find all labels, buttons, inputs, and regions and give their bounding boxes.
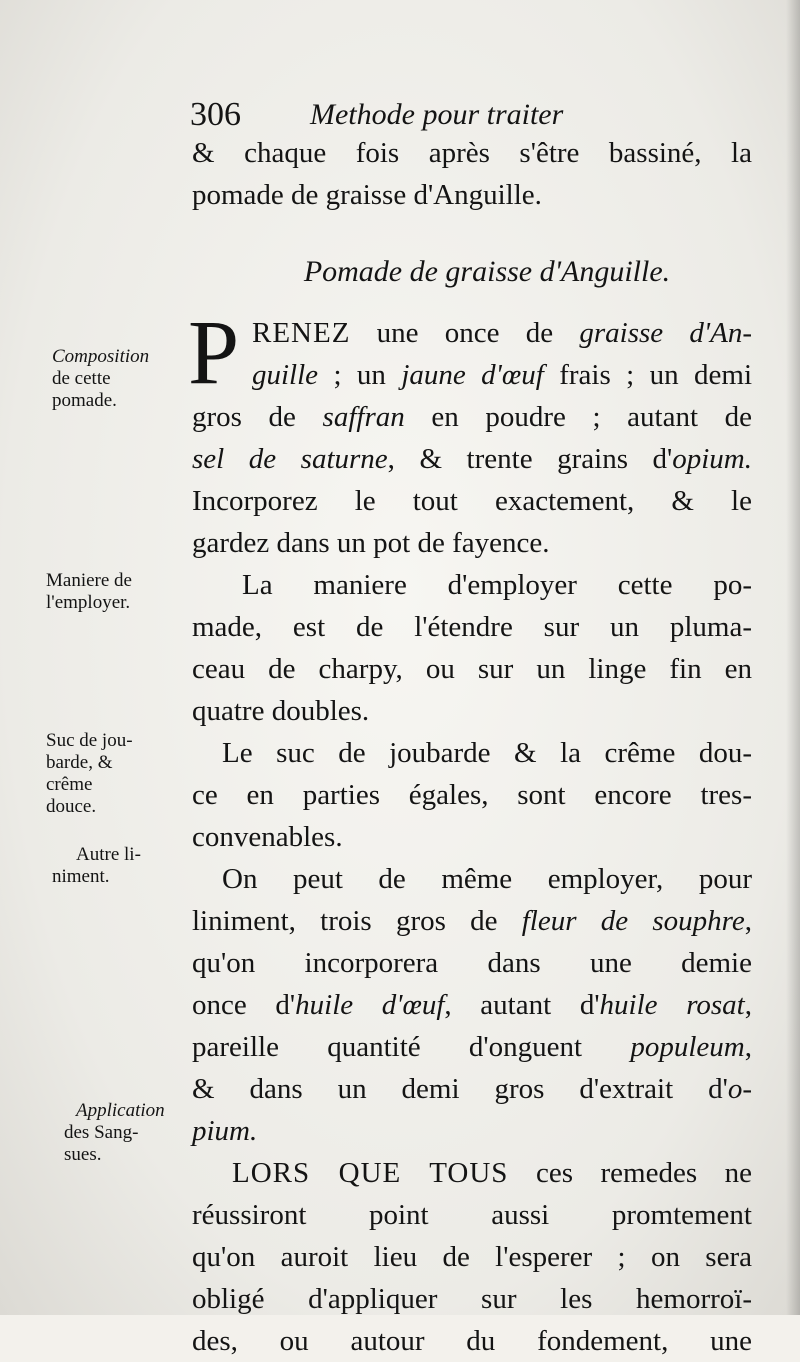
section-heading: Pomade de graisse d'Anguille. [303, 255, 671, 288]
text-line: pareille quantité d'onguent populeum, [192, 1031, 752, 1063]
text-line: La maniere d'employer cette po- [242, 569, 752, 601]
text-line: Le suc de joubarde & la crême dou- [222, 737, 752, 769]
margin-note-application: Application des Sang- sues. [64, 1100, 165, 1165]
page-edge-shadow [786, 0, 800, 1315]
employer-paragraph [192, 564, 752, 732]
text-line: réussiront point aussi promtement [192, 1199, 752, 1231]
text-line: guille ; un jaune d'œuf frais ; un demi [252, 359, 753, 391]
text-line: once d'huile d'œuf, autant d'huile rosat, [192, 989, 752, 1021]
text-line: des, ou autour du fondement, une [192, 1325, 752, 1357]
text-line: ceau de charpy, ou sur un linge fin en [192, 653, 752, 685]
text-line: gros de saffran en poudre ; autant de [192, 401, 752, 433]
text-line: gardez dans un pot de fayence. [192, 527, 550, 559]
text-line: obligé d'appliquer sur les hemorroï- [192, 1283, 752, 1315]
text-line: Incorporez le tout exactement, & le [192, 485, 752, 517]
text-line: quatre doubles. [192, 695, 370, 727]
composition-paragraph [188, 301, 753, 564]
text-line: convenables. [192, 821, 343, 853]
margin-note-suc: Suc de jou- barde, & crême douce. [46, 730, 133, 817]
text-line: pomade de graisse d'Anguille. [192, 179, 542, 211]
text-line: LORS QUE TOUS ces remedes ne [232, 1157, 752, 1189]
text-line: sel de saturne, & trente grains d'opium. [192, 443, 752, 475]
text-line: pium. [192, 1115, 258, 1147]
body-text [188, 132, 753, 1362]
margin-note-autre: Autre li- niment. [52, 844, 141, 887]
sangsues-paragraph [192, 1152, 752, 1362]
text-line: RENEZ une once de graisse d'An- [252, 317, 752, 349]
text-line: made, est de l'étendre sur un pluma- [192, 611, 752, 643]
margin-note-maniere: Maniere de l'employer. [46, 570, 132, 613]
margin-note-composition: Composition de cette pomade. [52, 346, 150, 411]
text-line: ce en parties égales, sont encore tres- [192, 779, 752, 811]
liniment-paragraph [192, 858, 752, 1152]
text-line: & chaque fois après s'être bassiné, la [192, 137, 752, 169]
running-head: Methode pour traiter [310, 98, 564, 131]
text-line: liniment, trois gros de fleur de souphre, [192, 905, 752, 937]
joubarde-paragraph [192, 732, 752, 858]
text-line: qu'on incorporera dans une demie [192, 947, 752, 979]
text-line: qu'on auroit lieu de l'esperer ; on sera [192, 1241, 752, 1273]
text-line: & dans un demi gros d'extrait d'o- [192, 1073, 752, 1105]
drop-cap: P [188, 301, 240, 403]
page-number: 306 [190, 96, 241, 133]
margin-notes [0, 0, 190, 1315]
text-line: On peut de même employer, pour [222, 863, 752, 895]
